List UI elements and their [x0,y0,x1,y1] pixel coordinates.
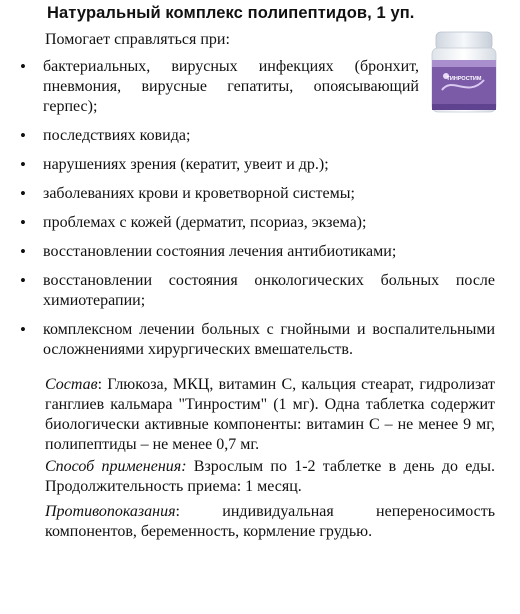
contraindications-text: : индивидуальная непереносимость компонентов, беременность, кормление грудью. [45,503,495,540]
bullet-icon: • [20,57,26,76]
page-title: Натуральный комплекс полипептидов, 1 уп. [47,4,415,22]
list-item [0,213,500,233]
bullet-icon: • [20,184,26,203]
jar-label-text: ТИНРОСТИМ [446,76,482,82]
composition-paragraph [45,375,495,455]
usage-label: Способ применения: [45,458,187,475]
bullet-icon: • [20,126,26,145]
bullet-icon: • [20,320,26,339]
list-item [0,57,500,117]
list-item [0,320,500,360]
bullet-icon: • [20,155,26,174]
composition-text: : Глюкоза, МКЦ, витамин С, кальция стеарат, гидролизат ганглиев кальмара "Тинростим" (1 мг). Одна таблетка содержит биологически активные компоненты: витамин С – не менее 9 мг, полипептиды – не менее 0,7 мг. [45,376,495,453]
bullet-icon: • [20,213,26,232]
usage-paragraph [45,457,495,497]
list-item [0,126,500,146]
bullet-icon: • [20,271,26,290]
list-item-text: нарушениях зрения (кератит, увеит и др.); [43,156,329,173]
contraindications-label: Противопоказания [45,503,176,520]
list-item-text: проблемах с кожей (дерматит, псориаз, экзема); [43,214,367,231]
list-item [0,155,500,175]
list-item-text: последствиях ковида; [43,127,191,144]
intro-text: Помогает справляться при: [45,31,230,48]
list-item-text: комплексном лечении больных с гнойными и воспалительными осложнениями хирургических вмешательств. [43,321,495,358]
indications-list [0,57,500,369]
usage-text: Взрослым по 1-2 таблетке в день до еды. Продолжительность приема: 1 месяц. [45,458,496,495]
bullet-icon: • [20,242,26,261]
list-item [0,242,500,262]
list-item [0,184,500,204]
list-item-text: заболеваниях крови и кроветворной системы; [43,185,355,202]
list-item [0,271,500,311]
list-item-text: восстановлении состояния онкологических больных после химиотерапии; [43,272,495,309]
list-item-text: восстановлении состояния лечения антибиотиками; [43,243,397,260]
composition-label: Состав [45,376,98,393]
contraindications-paragraph [45,502,495,542]
list-item-text: бактериальных, вирусных инфекциях (бронхит, пневмония, вирусные гепатиты, опоясывающий герпес); [43,58,419,115]
